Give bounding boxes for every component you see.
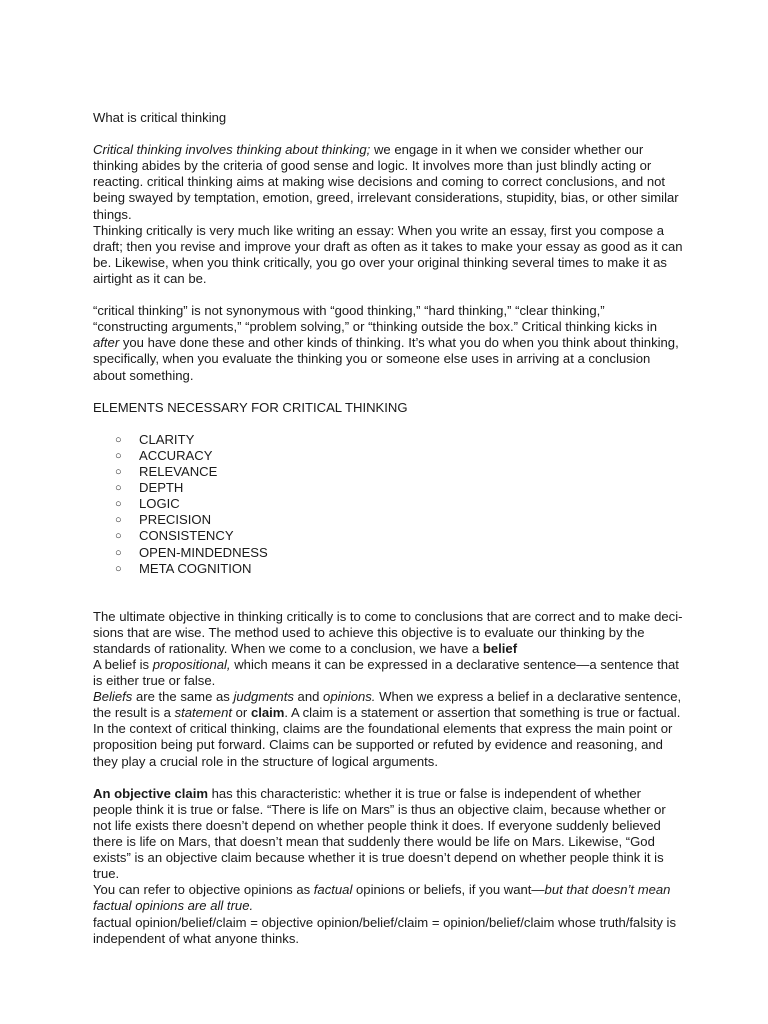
list-item — [115, 561, 683, 577]
circle-bullet-icon: ○ — [115, 498, 122, 511]
list-item — [115, 528, 683, 544]
emphasis-text: Critical thinking involves thinking about thinking; — [93, 142, 371, 158]
paragraph-text: we engage in it when we consider whether our thinking abides by the criteria of good sense and logic. It involves more than just blindly acting or reacting. critical thinking aims at making wise decisions and coming to correct conclusions, and not being swayed by temptation, emotion, greed, irrelevant considerations, stupidity, bias, or other similar things. — [93, 142, 679, 222]
paragraph-text: opinions or beliefs, if you want— — [352, 882, 545, 898]
circle-bullet-icon: ○ — [115, 530, 122, 543]
spacer — [93, 577, 683, 609]
circle-bullet-icon: ○ — [115, 466, 122, 479]
list-item-label: PRECISION — [139, 512, 212, 528]
bold-text: An objective claim — [93, 785, 208, 801]
spacer — [93, 384, 683, 400]
emphasis-text: statement — [174, 705, 233, 721]
list-item-label: LOGIC — [139, 496, 180, 512]
paragraph-text: or — [232, 705, 251, 721]
document-page — [93, 110, 683, 947]
list-item — [115, 480, 683, 496]
paragraph-text: When we express a belief in a declarative sentence, the result is a — [93, 689, 682, 721]
list-item-label: DEPTH — [139, 480, 184, 496]
circle-bullet-icon: ○ — [115, 546, 122, 559]
paragraph-belief-propositional — [93, 657, 683, 689]
emphasis-text: propositional, — [152, 657, 231, 672]
spacer — [93, 770, 683, 786]
paragraph-text: You can refer to objective opinions as — [93, 882, 314, 898]
list-item-label: CLARITY — [139, 431, 195, 447]
bold-text: claim — [250, 705, 285, 721]
paragraph-text: The ultimate objective in thinking critically is to come to conclusions that are correct and to make deci-sions that are wise. The method used to achieve this objective is to evaluate our thinking by the standards of rationality. When we come to a conclusion, we have a — [93, 608, 683, 656]
list-item — [115, 432, 683, 448]
paragraph-text: . A claim is a statement or assertion that something is true or factual. In the context of critical thinking, claims are the foundational elements that express the main point or proposition being put forward. Claims can be supported or refuted by evidence and reasoning, and they play a crucial role in the structure of logical arguments. — [93, 705, 681, 769]
paragraph-text: which means it can be expressed in a declarative sentence—a sentence that is either true or false. — [93, 657, 679, 689]
elements-list — [93, 432, 683, 577]
list-item-label: OPEN-MINDEDNESS — [139, 544, 268, 560]
list-item — [115, 512, 683, 528]
spacer — [93, 416, 683, 432]
emphasis-text: after — [93, 335, 120, 351]
list-item — [115, 448, 683, 464]
paragraph-text: you have done these and other kinds of thinking. It’s what you do when you think about thinking, specifically, when you evaluate the thinking you or someone else uses in arriving at a conclusion about something. — [93, 335, 679, 383]
circle-bullet-icon: ○ — [115, 562, 122, 575]
paragraph-definition — [93, 142, 683, 222]
paragraph-text: “critical thinking” is not synonymous with “good thinking,” “hard thinking,” “clear thinking,” “constructing arguments,” “problem solving,” or “thinking outside the box.” Critical thinking kicks in — [93, 303, 657, 335]
elements-heading: ELEMENTS NECESSARY FOR CRITICAL THINKING — [93, 399, 408, 415]
document-title: What is critical thinking — [93, 110, 227, 125]
paragraph-beliefs-claims — [93, 689, 683, 769]
paragraph-text: are the same as — [132, 689, 234, 705]
spacer — [93, 126, 683, 142]
paragraph-essay-analogy: Thinking critically is very much like writing an essay: When you write an essay, first you compose a draft; then you revise and improve your draft as often as it takes to make your essay as good as it can be. Likewise, when you think critically, you go over your original thinking several times to make it as airtight as it can be. — [93, 222, 683, 286]
list-item-label: ACCURACY — [139, 447, 213, 463]
circle-bullet-icon: ○ — [115, 449, 122, 462]
list-item-label: META COGNITION — [139, 560, 252, 576]
emphasis-text: opinions. — [323, 689, 376, 705]
list-item-label: CONSISTENCY — [139, 528, 234, 544]
paragraph-text: has this characteristic: whether it is true or false is independent of whether people think it is true or false. “There is life on Mars” is thus an objective claim, because whether or not life exists there doesn’t depend on whether people think it does. If everyone suddenly believed there is life on Mars, that doesn’t mean that suddenly there would be life on Mars. Likewise, “God exists” is an objective claim because whether it is true doesn’t depend on whether people think it is true. — [93, 785, 666, 882]
list-item — [115, 545, 683, 561]
spacer — [93, 287, 683, 303]
paragraph-objective — [93, 609, 683, 657]
emphasis-text: but that doesn’t mean factual opinions are all true. — [93, 882, 671, 914]
circle-bullet-icon: ○ — [115, 482, 122, 495]
list-item — [115, 464, 683, 480]
paragraph-not-synonymous — [93, 303, 683, 383]
circle-bullet-icon: ○ — [115, 514, 122, 527]
list-item-label: RELEVANCE — [139, 464, 218, 480]
paragraph-objective-claim — [93, 786, 683, 883]
bold-text: belief — [482, 640, 518, 656]
paragraph-text: and — [293, 689, 324, 705]
paragraph-factual-opinions — [93, 882, 683, 914]
list-item — [115, 496, 683, 512]
paragraph-equivalence: factual opinion/belief/claim = objective opinion/belief/claim = opinion/belief/claim whose truth/falsity is independent of what anyone thinks. — [93, 914, 676, 946]
circle-bullet-icon: ○ — [115, 433, 122, 446]
paragraph-text: A belief is — [93, 657, 153, 672]
emphasis-text: factual — [313, 882, 353, 898]
emphasis-text: Beliefs — [93, 689, 133, 705]
emphasis-text: judgments — [233, 689, 294, 705]
